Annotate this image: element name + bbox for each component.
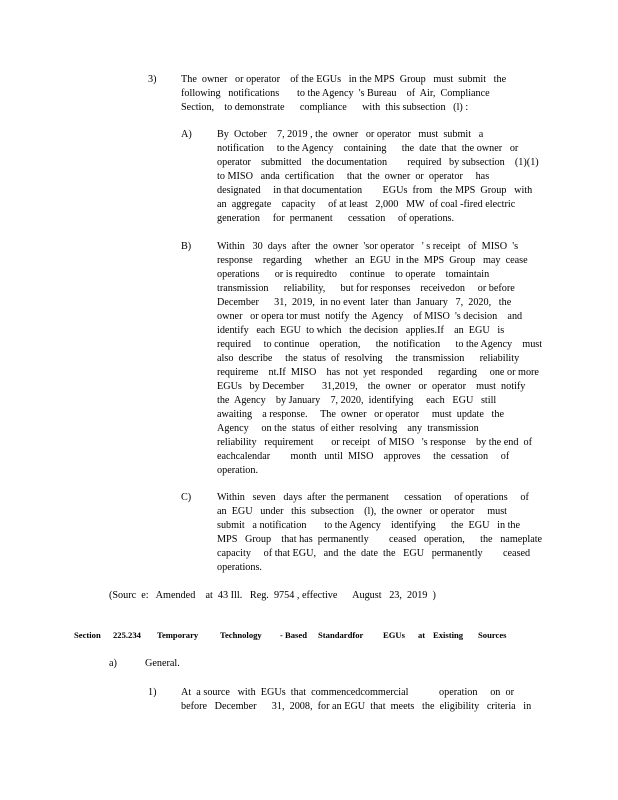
item-a-line: to MISO anda certification that the owner or operator has bbox=[217, 171, 490, 182]
item-1-line: At a source with EGUs that commencedcommercial operation on or bbox=[181, 687, 514, 698]
section-title-word: Technology bbox=[220, 630, 262, 640]
item-b-line: operations or is requiredto continue to operate tomaintain bbox=[217, 269, 490, 280]
item-a-line: generation for permanent cessation of operations. bbox=[217, 213, 455, 224]
item-c-line: capacity of that EGU, and the date the EGU permanently ceased bbox=[217, 548, 531, 559]
item-a-line: notification to the Agency containing the date that the owner or bbox=[217, 143, 519, 154]
item-c-line: an EGU under this subsection (l), the owner or operator must bbox=[217, 506, 508, 517]
subsection-a-heading: General. bbox=[145, 658, 180, 669]
item-b-line: reliability requirement or receipt of MISO 's response by the end of bbox=[217, 437, 533, 448]
item-b-line: transmission reliability, but for responses receivedon or before bbox=[217, 283, 515, 294]
item-3-line: following notifications to the Agency 's Bureau of Air, Compliance bbox=[181, 88, 490, 99]
item-a-line: operator submitted the documentation required by subsection (1)(1) bbox=[217, 157, 539, 168]
item-c-line: submit a notification to the Agency identifying the EGU in the bbox=[217, 520, 521, 531]
item-c-line: Within seven days after the permanent cessation of operations of bbox=[217, 492, 529, 503]
section-title-word: - Based bbox=[280, 630, 307, 640]
item-b-line: December 31, 2019, in no event later than January 7, 2020, the bbox=[217, 297, 512, 308]
item-b-line: operation. bbox=[217, 465, 259, 476]
item-3-number: 3) bbox=[148, 74, 157, 85]
item-c-label: C) bbox=[181, 492, 192, 503]
item-b-label: B) bbox=[181, 241, 192, 252]
item-1-line: before December 31, 2008, for an EGU that meets the eligibility criteria in bbox=[181, 701, 532, 712]
item-b-line: eachcalendar month until MISO approves the cessation of bbox=[217, 451, 510, 462]
item-a-line: an aggregate capacity of at least 2,000 MW of coal -fired electric bbox=[217, 199, 516, 210]
item-b-line: identify each EGU to which the decision applies.If an EGU is bbox=[217, 325, 505, 336]
item-b-line: Within 30 days after the owner 'sor operator ' s receipt of MISO 's bbox=[217, 241, 519, 252]
item-3-line: Section, to demonstrate compliance with this subsection (l) : bbox=[181, 102, 469, 113]
section-title-word: Standardfor bbox=[318, 630, 364, 640]
item-a-label: A) bbox=[181, 129, 192, 140]
item-b-line: awaiting a response. The owner or operator must update the bbox=[217, 409, 504, 420]
item-c-line: MPS Group that has permanently ceased operation, the nameplate bbox=[217, 534, 543, 545]
item-a-line: By October 7, 2019 , the owner or operator must submit a bbox=[217, 129, 484, 140]
section-title-word: Temporary bbox=[157, 630, 199, 640]
source-note: (Sourc e: Amended at 43 Ill. Reg. 9754 , effective August 23, 2019 ) bbox=[109, 590, 436, 601]
item-b-line: owner or opera tor must notify the Agency of MISO 's decision and bbox=[217, 311, 523, 322]
item-b-line: requireme nt.If MISO has not yet responded regarding one or more bbox=[217, 367, 539, 378]
section-number: 225.234 bbox=[113, 630, 141, 640]
section-title-word: Existing bbox=[433, 630, 464, 640]
section-word: Section bbox=[74, 630, 101, 640]
item-b-line: EGUs by December 31,2019, the owner or operator must notify bbox=[217, 381, 526, 392]
section-title-word: at bbox=[418, 630, 426, 640]
item-1-number: 1) bbox=[148, 687, 157, 698]
item-3-line: The owner or operator of the EGUs in the MPS Group must submit the bbox=[181, 74, 507, 85]
item-a-line: designated in that documentation EGUs from the MPS Group with bbox=[217, 185, 533, 196]
section-title-word: EGUs bbox=[383, 630, 405, 640]
item-b-line: the Agency by January 7, 2020, identifying each EGU still bbox=[217, 395, 497, 406]
item-b-line: also describe the status of resolving the transmission reliability bbox=[217, 353, 520, 364]
section-title-word: Sources bbox=[478, 630, 507, 640]
item-b-line: required to continue operation, the notification to the Agency must bbox=[217, 339, 543, 350]
subsection-a-label: a) bbox=[109, 658, 117, 669]
item-b-line: Agency on the status of either resolving any transmission bbox=[217, 423, 479, 434]
item-c-line: operations. bbox=[217, 562, 262, 573]
section-heading bbox=[0, 630, 618, 644]
item-b-line: response regarding whether an EGU in the MPS Group may cease bbox=[217, 255, 528, 266]
